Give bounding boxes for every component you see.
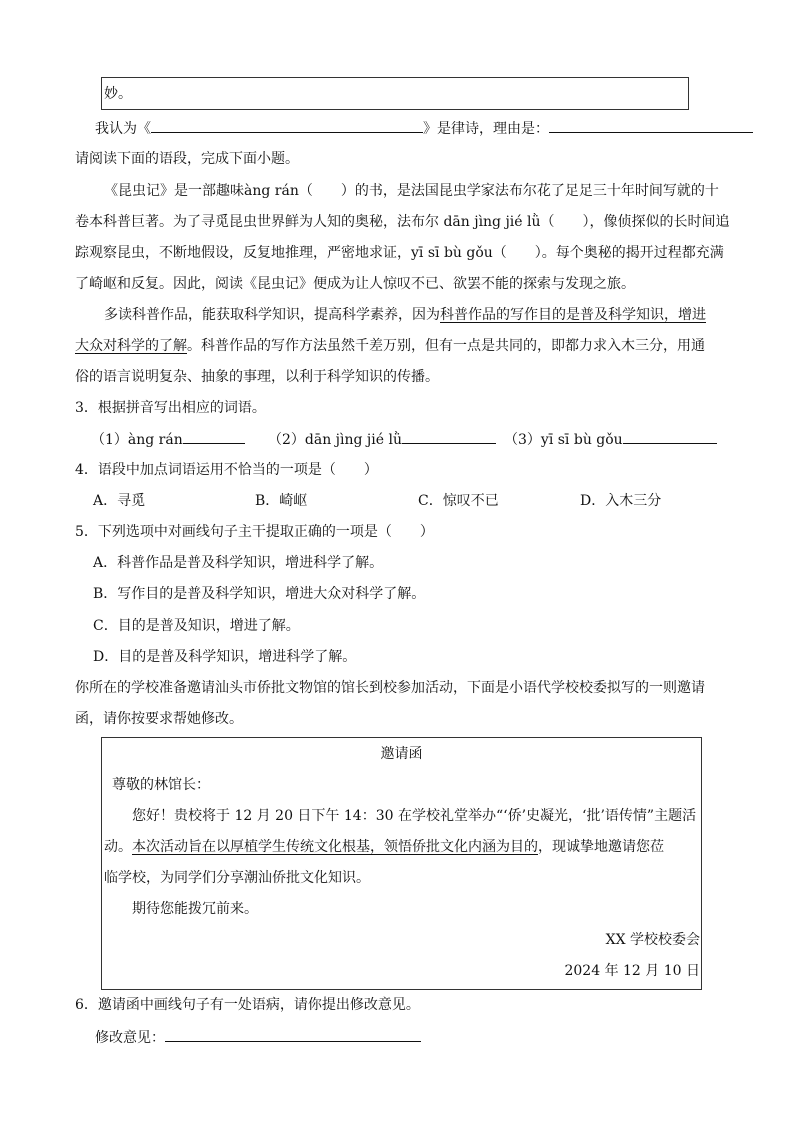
q3-item3: （3）yī sī bù gǒu [504,429,717,450]
poem-title-blank[interactable] [151,118,423,133]
letter-p1-line3: 临学校，为同学们分享潮汕侨批文化知识。 [104,870,370,886]
underlined-sentence-part2: 大众对科学的了解 [75,338,187,354]
letter-p1-line1: 您好！贵校将于 12 月 20 日下午 14：30 在学校礼堂举办“‘侨’史凝光，‘批’语传情”主题活 [132,808,697,824]
q3-blank1[interactable] [183,429,245,444]
letter-sender: XX 学校校委会 [605,932,700,948]
q5-option-b[interactable]: B．写作目的是普及科学知识，增进大众对科学了解。 [93,586,426,602]
passage1-line4: 了崎岖和反复。因此，阅读《昆虫记》便成为让人惊叹不已、欲罢不能的探索与发现之旅。 [75,276,635,292]
passage1-line1: 《昆虫记》是一部趣味àng rán（ ）的书，是法国昆虫学家法布尔花了足足三十年时间写就的十 [104,183,719,199]
letter-p1-line2: 动。本次活动旨在以厚植学生传统文化根基，领悟侨批文化内涵为目的，现诚挚地邀请您莅 [104,839,664,855]
q6-stem: 6．邀请函中画线句子有一处语病，请你提出修改意见。 [75,997,420,1013]
q5-option-a[interactable]: A．科普作品是普及科学知识，增进科学了解。 [93,555,384,571]
opinion-line [95,118,753,139]
q4-stem: 4．语段中加点词语运用不恰当的一项是（ ） [75,462,378,478]
passage2-rest: 。科普作品的写作方法虽然千差万别，但有一点是共同的，即都力求入木三分，用通 [187,338,705,354]
reading-intro: 请阅读下面的语段，完成下面小题。 [75,151,299,167]
q3-blank2[interactable] [402,429,496,444]
opinion-prefix: 我认为《 [95,121,151,137]
q4-option-a[interactable]: A．寻觅 [93,493,146,509]
q5-option-d[interactable]: D．目的是普及科学知识，增进科学了解。 [93,649,357,665]
q3-stem: 3．根据拼音写出相应的词语。 [75,400,266,416]
q6-answer-line: 修改意见： [95,1027,421,1048]
reason-blank[interactable] [549,118,753,133]
q4-option-b[interactable]: B．崎岖 [255,493,308,509]
letter-underlined-sentence: 本次活动旨在以厚植学生传统文化根基，领悟侨批文化内涵为目的 [132,839,538,855]
letter-p2: 期待您能拨冗前来。 [132,901,258,917]
context-line1: 你所在的学校准备邀请汕头市侨批文物馆的馆长到校参加活动，下面是小语代学校校委拟写的一则邀请 [75,680,705,696]
passage2-line3: 俗的语言说明复杂、抽象的事理，以利于科学知识的传播。 [75,369,439,385]
q5-option-c[interactable]: C．目的是普及知识，增进了解。 [93,618,300,634]
passage2-line2 [75,336,705,356]
q4-option-c[interactable]: C．惊叹不已 [418,493,499,509]
context-line2: 函，请你按要求帮她修改。 [75,711,243,727]
answer-box-text: 妙。 [104,86,132,102]
q5-stem: 5．下列选项中对画线句子主干提取正确的一项是（ ） [75,524,434,540]
q3-blank3[interactable] [623,429,717,444]
underlined-sentence-part1: 科普作品的写作目的是普及科学知识，增进 [440,307,706,323]
answer-box-top [101,77,689,110]
q3-item1: （1）àng rán [91,429,245,450]
passage1-line3: 踪观察昆虫，不断地假设，反复地推理，严密地求证，yī sī bù gǒu（ ）。每个奥秘的揭开过程都充满 [75,245,724,261]
passage1-line2: 卷本科普巨著。为了寻觅昆虫世界鲜为人知的奥秘，法布尔 dān jìng jié lǜ（ ），像侦探似的长时间追 [75,214,730,230]
letter-salutation: 尊敬的林馆长： [112,777,210,793]
opinion-middle: 》是律诗，理由是： [423,121,549,137]
q4-option-d[interactable]: D．入木三分 [580,493,662,509]
q3-item2: （2）dān jìng jié lǜ [268,429,496,450]
passage2-plain: 多读科普作品，能获取科学知识，提高科学素养，因为 [104,307,440,323]
letter-date: 2024 年 12 月 10 日 [564,963,700,979]
letter-title: 邀请函 [380,746,423,762]
passage2-line1 [104,305,706,325]
q6-answer-blank[interactable] [165,1027,421,1042]
